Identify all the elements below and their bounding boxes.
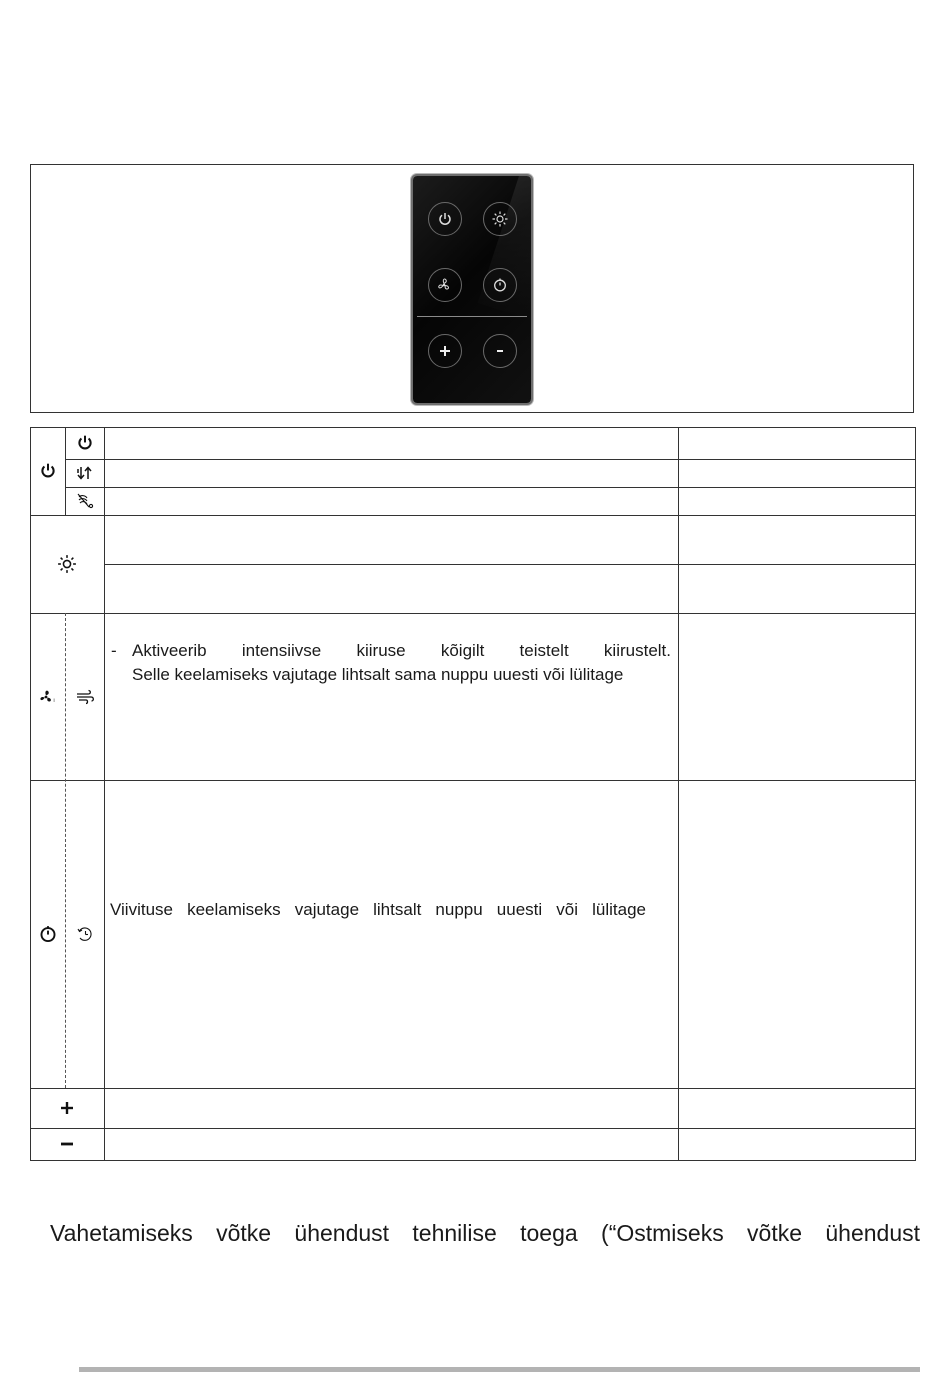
plus-icon xyxy=(60,1101,74,1115)
power-icon xyxy=(39,462,57,480)
panel-plus-button xyxy=(428,334,462,368)
svg-text:i: i xyxy=(53,697,55,704)
wind-icon xyxy=(75,689,95,705)
panel-light-button xyxy=(483,202,517,236)
intensive-line-2: Selle keelamiseks vajutage lihtsalt sama nuppu uuesti või lülitage xyxy=(132,665,624,684)
plus-icon-cell xyxy=(30,1088,104,1128)
panel-minus-button xyxy=(483,334,517,368)
controls-table xyxy=(30,427,916,1161)
light-icon xyxy=(57,554,77,574)
intensive-speed-description xyxy=(111,639,671,687)
replacement-note: Vahetamiseks võtke ühendust tehnilise toega (“Ostmiseks võtke ühendust xyxy=(50,1220,920,1246)
minus-icon-cell xyxy=(30,1128,104,1160)
timer-icon xyxy=(39,925,57,943)
fan-icon xyxy=(436,276,454,294)
minus-icon xyxy=(493,344,507,358)
timer-icon-cell xyxy=(30,780,65,1088)
power-onoff-icon-cell xyxy=(65,427,104,459)
power-group-icon-cell xyxy=(30,427,65,515)
panel-timer-button xyxy=(483,268,517,302)
plus-icon xyxy=(438,344,452,358)
minus-icon xyxy=(60,1137,74,1151)
light-icon xyxy=(491,210,509,228)
panel-divider xyxy=(417,316,527,317)
filter-reset-icon xyxy=(76,493,94,509)
bullet: - xyxy=(111,641,117,660)
fan-intensive-icon xyxy=(38,688,58,706)
panel-power-button xyxy=(428,202,462,236)
delay-timer-icon xyxy=(76,925,94,943)
timer-description: Viivituse keelamiseks vajutage lihtsalt nuppu uuesti või lülitage xyxy=(110,900,646,919)
filter-reset-icon-cell xyxy=(65,487,104,515)
wind-icon-cell xyxy=(65,613,104,780)
power-icon xyxy=(437,211,453,227)
light-icon-cell xyxy=(30,515,104,613)
footer-rule xyxy=(79,1367,920,1372)
delay-timer-icon-cell xyxy=(65,780,104,1088)
power-icon xyxy=(76,434,94,452)
timer-icon xyxy=(492,277,508,293)
airflow-toggle-icon-cell xyxy=(65,459,104,487)
fan-intensive-icon-cell xyxy=(30,613,65,780)
panel-fan-button xyxy=(428,268,462,302)
intensive-line-1: Aktiveerib intensiivse kiiruse kõigilt teistelt kiirustelt. xyxy=(132,641,671,660)
airflow-toggle-icon xyxy=(76,465,94,481)
control-panel-image xyxy=(413,176,531,403)
